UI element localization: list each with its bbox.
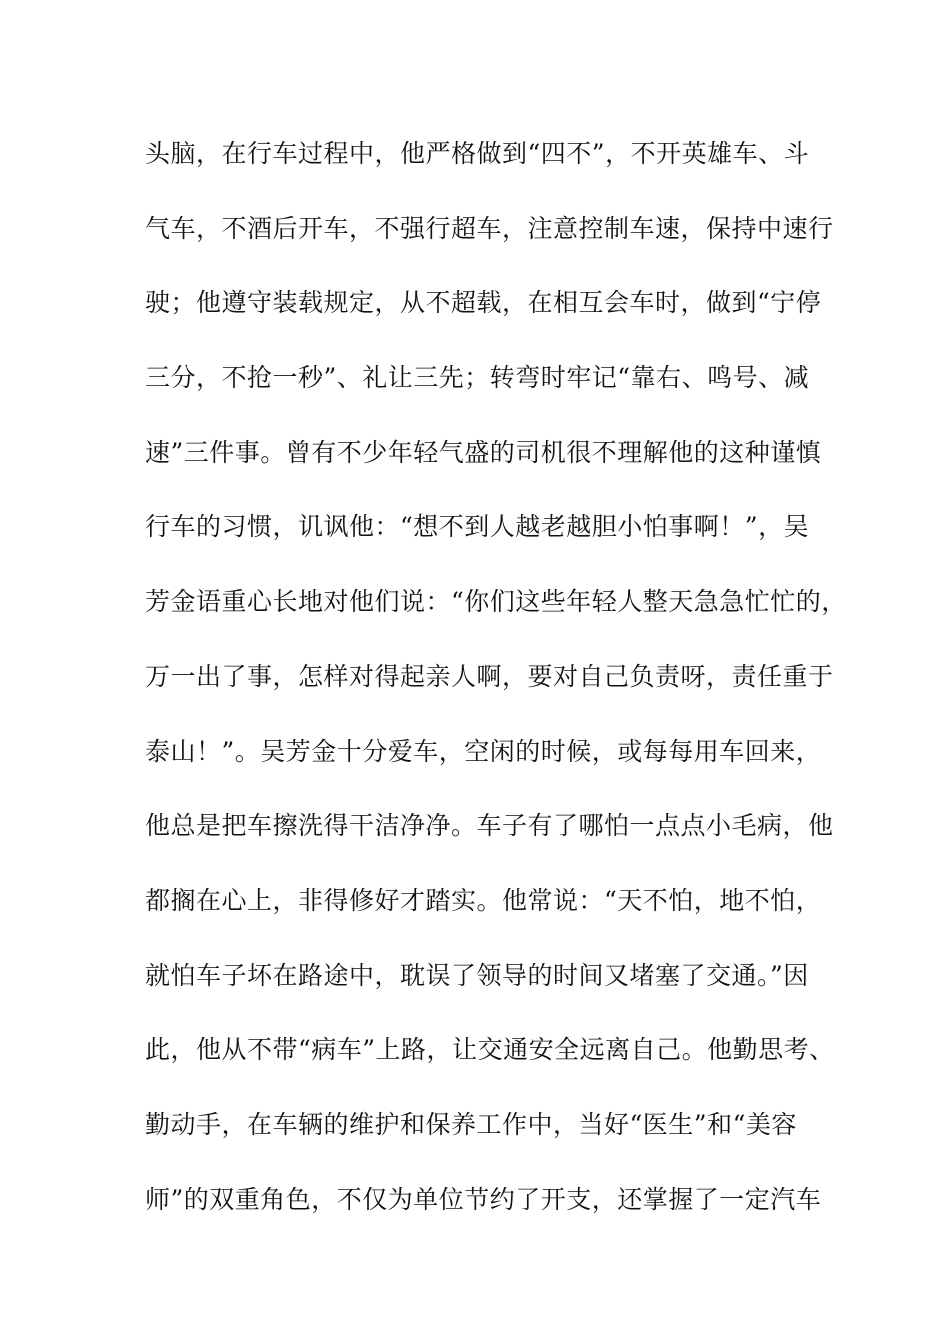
text-line-9: 泰山！”。吴芳金十分爱车，空闲的时候，或每每用车回来， [145, 736, 822, 766]
text-line-11: 都搁在心上，非得修好才踏实。他常说：“天不怕，地不怕， [145, 885, 822, 915]
text-line-12: 就怕车子坏在路途中，耽误了领导的时间又堵塞了交通。”因 [145, 960, 809, 990]
text-line-2: 气车，不酒后开车，不强行超车，注意控制车速，保持中速行 [145, 213, 834, 243]
text-line-1: 头脑，在行车过程中，他严格做到“四不”，不开英雄车、斗 [145, 139, 810, 168]
text-line-6: 行车的习惯，讥讽他：“想不到人越老越胆小怕事啊！”，吴 [145, 512, 810, 542]
text-line-3: 驶；他遵守装载规定，从不超载，在相互会车时，做到“宁停 [145, 288, 822, 318]
text-line-4: 三分，不抢一秒”、礼让三先；转弯时牢记“靠右、鸣号、减 [145, 363, 810, 393]
text-line-14: 勤动手，在车辆的维护和保养工作中，当好“医生”和“美容 [145, 1109, 797, 1139]
text-line-7: 芳金语重心长地对他们说：“你们这些年轻人整天急急忙忙的， [145, 587, 847, 617]
text-line-5: 速”三件事。曾有不少年轻气盛的司机很不理解他的这种谨慎 [145, 437, 822, 467]
text-line-13: 此，他从不带“病车”上路，让交通安全远离自己。他勤思考、 [145, 1035, 835, 1065]
body-text [145, 132, 847, 1252]
text-line-8: 万一出了事，怎样对得起亲人啊，要对自己负责呀，责任重于 [145, 661, 834, 691]
text-line-10: 他总是把车擦洗得干洁净净。车子有了哪怕一点点小毛病，他 [145, 811, 834, 841]
text-line-15: 师”的双重角色，不仅为单位节约了开支，还掌握了一定汽车 [145, 1184, 822, 1214]
